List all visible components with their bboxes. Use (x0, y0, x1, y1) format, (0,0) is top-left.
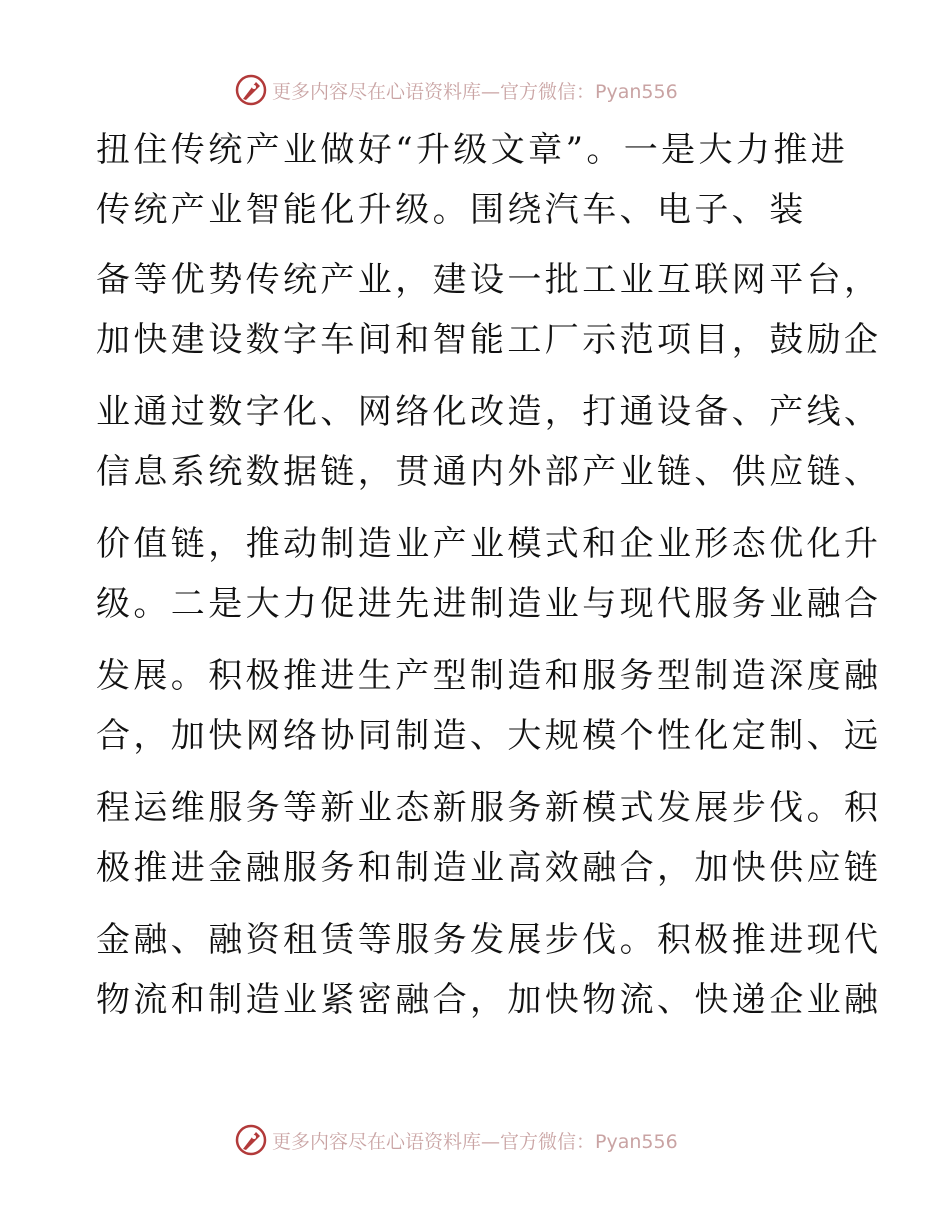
banner-wechat: 官方微信：Pyan556 (500, 80, 678, 103)
banner-text: 更多内容尽在心语资料库— (272, 80, 501, 103)
body-line: 合，加快网络协同制造、大规模个性化定制、远 (96, 716, 882, 756)
body-line: 信息系统数据链，贯通内外部产业链、供应链、 (96, 452, 882, 492)
body-line: 金融、融资租赁等服务发展步伐。积极推进现代 (96, 920, 882, 960)
body-line: 物流和制造业紧密融合，加快物流、快递企业融 (96, 980, 882, 1020)
body-line: 备等优势传统产业，建设一批工业互联网平台， (96, 260, 882, 300)
body-line: 传统产业智能化升级。围绕汽车、电子、装 (96, 190, 807, 230)
body-line: 极推进金融服务和制造业高效融合，加快供应链 (96, 848, 882, 888)
footer-banner (234, 1122, 678, 1158)
body-line: 扭住传统产业做好“升级文章”。一是大力推进 (96, 130, 849, 170)
pen-nib-logo-icon (234, 1123, 268, 1157)
body-line: 发展。积极推进生产型制造和服务型制造深度融 (96, 656, 882, 696)
pen-nib-logo-icon (234, 73, 268, 107)
banner-wechat: 官方微信：Pyan556 (500, 1130, 678, 1153)
body-line: 程运维服务等新业态新服务新模式发展步伐。积 (96, 788, 882, 828)
body-line: 业通过数字化、网络化改造，打通设备、产线、 (96, 392, 882, 432)
banner-text: 更多内容尽在心语资料库— (272, 1130, 501, 1153)
body-line: 级。二是大力促进先进制造业与现代服务业融合 (96, 584, 882, 624)
body-line: 加快建设数字车间和智能工厂示范项目，鼓励企 (96, 320, 882, 360)
header-banner (234, 72, 678, 108)
body-line: 价值链，推动制造业产业模式和企业形态优化升 (96, 524, 882, 564)
